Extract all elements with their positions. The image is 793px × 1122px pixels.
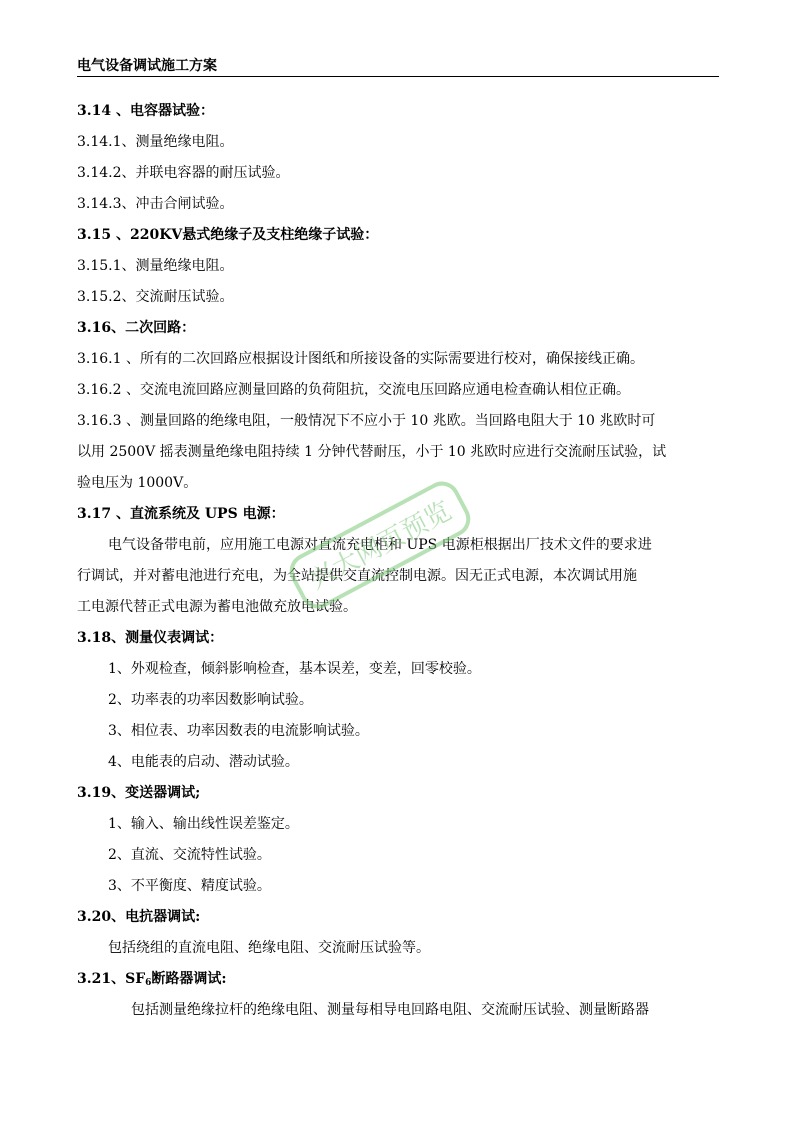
item-3-16-3-line-3: 验电压为 1000V。 [77, 475, 198, 491]
item-3-14-3: 3.14.3、冲击合闸试验。 [77, 196, 234, 212]
watermark-text: 兴大网页预览 [304, 496, 457, 596]
section-3-19-heading: 3.19、变送器调试; [77, 785, 201, 801]
item-3-19-3: 3、不平衡度、精度试验。 [108, 878, 271, 894]
item-3-16-3-line-1: 3.16.3 、测量回路的绝缘电阻，一般情况下不应小于 10 兆欧。当回路电阻大于 10 兆欧时可 [77, 413, 656, 429]
item-3-18-3: 3、相位表、功率因数表的电流影响试验。 [108, 723, 369, 739]
item-3-18-2: 2、功率表的功率因数影响试验。 [108, 692, 313, 708]
header-title: 电气设备调试施工方案 [77, 58, 217, 74]
item-3-15-1: 3.15.1、测量绝缘电阻。 [77, 258, 234, 274]
paragraph-3-20: 包括绕组的直流电阻、绝缘电阻、交流耐压试验等。 [108, 940, 430, 956]
section-3-21-heading [77, 969, 227, 993]
item-3-16-1: 3.16.1 、所有的二次回路应根据设计图纸和所接设备的实际需要进行校对，确保接线正确。 [77, 351, 644, 367]
section-3-14-heading: 3.14 、电容器试验： [77, 103, 214, 119]
section-3-21-suffix: 断路器调试: [151, 971, 227, 987]
paragraph-3-17-line-3: 工电源代替正式电源为蓄电池做充放电试验。 [77, 599, 357, 615]
item-3-18-1: 1、外观检查，倾斜影响检查，基本误差，变差，回零校验。 [108, 661, 481, 677]
item-3-14-2: 3.14.2、并联电容器的耐压试验。 [77, 165, 290, 181]
paragraph-3-17-line-1: 电气设备带电前，应用施工电源对直流充电柜和 UPS 电源柜根据出厂技术文件的要求进 [108, 537, 652, 553]
section-3-21-prefix: 3.21、SF [77, 971, 146, 987]
section-3-17-heading: 3.17 、直流系统及 UPS 电源： [77, 506, 285, 522]
item-3-16-3-line-2: 以用 2500V 摇表测量绝缘电阻持续 1 分钟代替耐压，小于 10 兆欧时应进行交流耐压试验，试 [77, 444, 667, 460]
item-3-18-4: 4、电能表的启动、潜动试验。 [108, 754, 299, 770]
section-3-21-subscript: 6 [145, 978, 152, 988]
section-3-18-heading: 3.18、测量仪表调试： [77, 630, 224, 646]
paragraph-3-17-line-2: 行调试，并对蓄电池进行充电，为全站提供交直流控制电源。因无正式电源，本次调试用施 [77, 568, 637, 584]
item-3-14-1: 3.14.1、测量绝缘电阻。 [77, 134, 234, 150]
page-header [77, 56, 719, 77]
section-3-15-heading: 3.15 、220KV悬式绝缘子及支柱绝缘子试验： [77, 227, 379, 243]
item-3-16-2: 3.16.2 、交流电流回路应测量回路的负荷阻抗，交流电压回路应通电检查确认相位正确。 [77, 382, 630, 398]
item-3-15-2: 3.15.2、交流耐压试验。 [77, 289, 234, 305]
section-3-16-heading: 3.16、二次回路： [77, 320, 196, 336]
item-3-19-1: 1、输入、输出线性误差鉴定。 [108, 816, 299, 832]
item-3-19-2: 2、直流、交流特性试验。 [108, 847, 271, 863]
section-3-20-heading: 3.20、电抗器调试: [77, 909, 201, 925]
paragraph-3-21-line-1: 包括测量绝缘拉杆的绝缘电阻、测量每相导电回路电阻、交流耐压试验、测量断路器 [131, 1002, 649, 1018]
